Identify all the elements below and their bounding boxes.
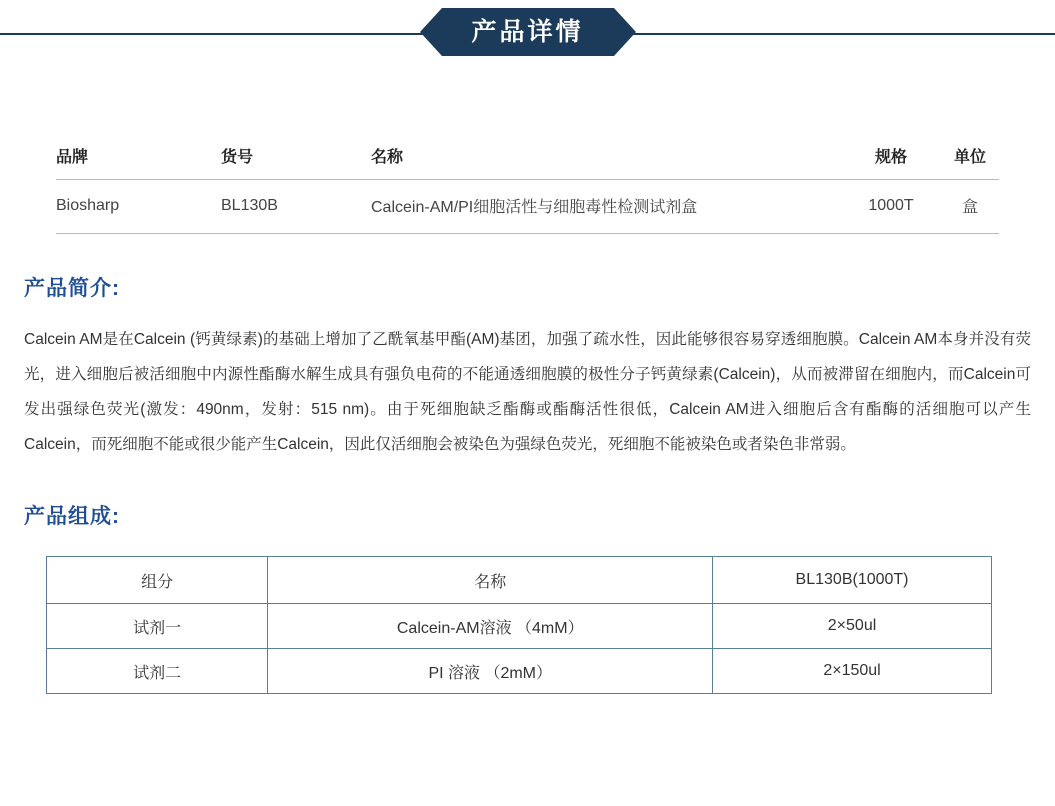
column-header-reagent-name: 名称 xyxy=(268,557,713,604)
product-info-table-wrapper xyxy=(56,134,999,234)
table-row xyxy=(47,649,992,694)
composition-table-wrapper xyxy=(46,556,1055,694)
product-info-table-body xyxy=(56,180,999,234)
cell-amount: 2×150ul xyxy=(713,649,992,694)
cell-reagent-name: PI 溶液 （2mM） xyxy=(268,649,713,694)
column-header-brand: 品牌 xyxy=(56,134,221,180)
header-ribbon xyxy=(419,8,635,56)
page-header xyxy=(0,0,1055,62)
column-header-component: 组分 xyxy=(47,557,268,604)
section-heading-composition: 产品组成: xyxy=(24,505,120,528)
cell-component: 试剂一 xyxy=(47,604,268,649)
table-header-row xyxy=(47,557,992,604)
column-header-name: 名称 xyxy=(371,134,841,180)
product-info-table-head xyxy=(56,134,999,180)
product-info-table xyxy=(56,134,999,234)
page-title: 产品详情 xyxy=(441,8,613,56)
cell-catalog: BL130B xyxy=(221,180,371,234)
column-header-amount: BL130B(1000T) xyxy=(713,557,992,604)
cell-reagent-name: Calcein-AM溶液 （4mM） xyxy=(268,604,713,649)
cell-unit: 盒 xyxy=(941,180,999,234)
table-row xyxy=(56,180,999,234)
ribbon-left-arrow xyxy=(419,8,441,56)
composition-table xyxy=(46,556,992,694)
cell-spec: 1000T xyxy=(841,180,941,234)
column-header-spec: 规格 xyxy=(841,134,941,180)
cell-name: Calcein-AM/PI细胞活性与细胞毒性检测试剂盒 xyxy=(371,180,841,234)
column-header-unit: 单位 xyxy=(941,134,999,180)
intro-paragraph: Calcein AM是在Calcein (钙黄绿素)的基础上增加了乙酰氧基甲酯(AM)基团，加强了疏水性，因此能够很容易穿透细胞膜。Calcein AM本身并没有荧光，进入细胞后被活细胞中内源性酯酶水解生成具有强负电荷的不能通透细胞膜的极性分子钙黄绿素(Calcein)，从而被滞留在细胞内，而Calcein可发出强绿色荧光(激发：490nm，发射：515 nm)。由于死细胞缺乏酯酶或酯酶活性很低，Calcein AM进入细胞后含有酯酶的活细胞可以产生Calcein，而死细胞不能或很少能产生Calcein，因此仅活细胞会被染色为强绿色荧光，死细胞不能被染色或者染色非常弱。 xyxy=(24,331,1031,453)
section-heading-intro: 产品简介: xyxy=(24,277,120,300)
column-header-catalog: 货号 xyxy=(221,134,371,180)
table-row xyxy=(47,604,992,649)
composition-table-body xyxy=(47,604,992,694)
composition-table-head xyxy=(47,557,992,604)
cell-component: 试剂二 xyxy=(47,649,268,694)
cell-brand: Biosharp xyxy=(56,180,221,234)
ribbon-right-arrow xyxy=(614,8,636,56)
cell-amount: 2×50ul xyxy=(713,604,992,649)
table-header-row xyxy=(56,134,999,180)
